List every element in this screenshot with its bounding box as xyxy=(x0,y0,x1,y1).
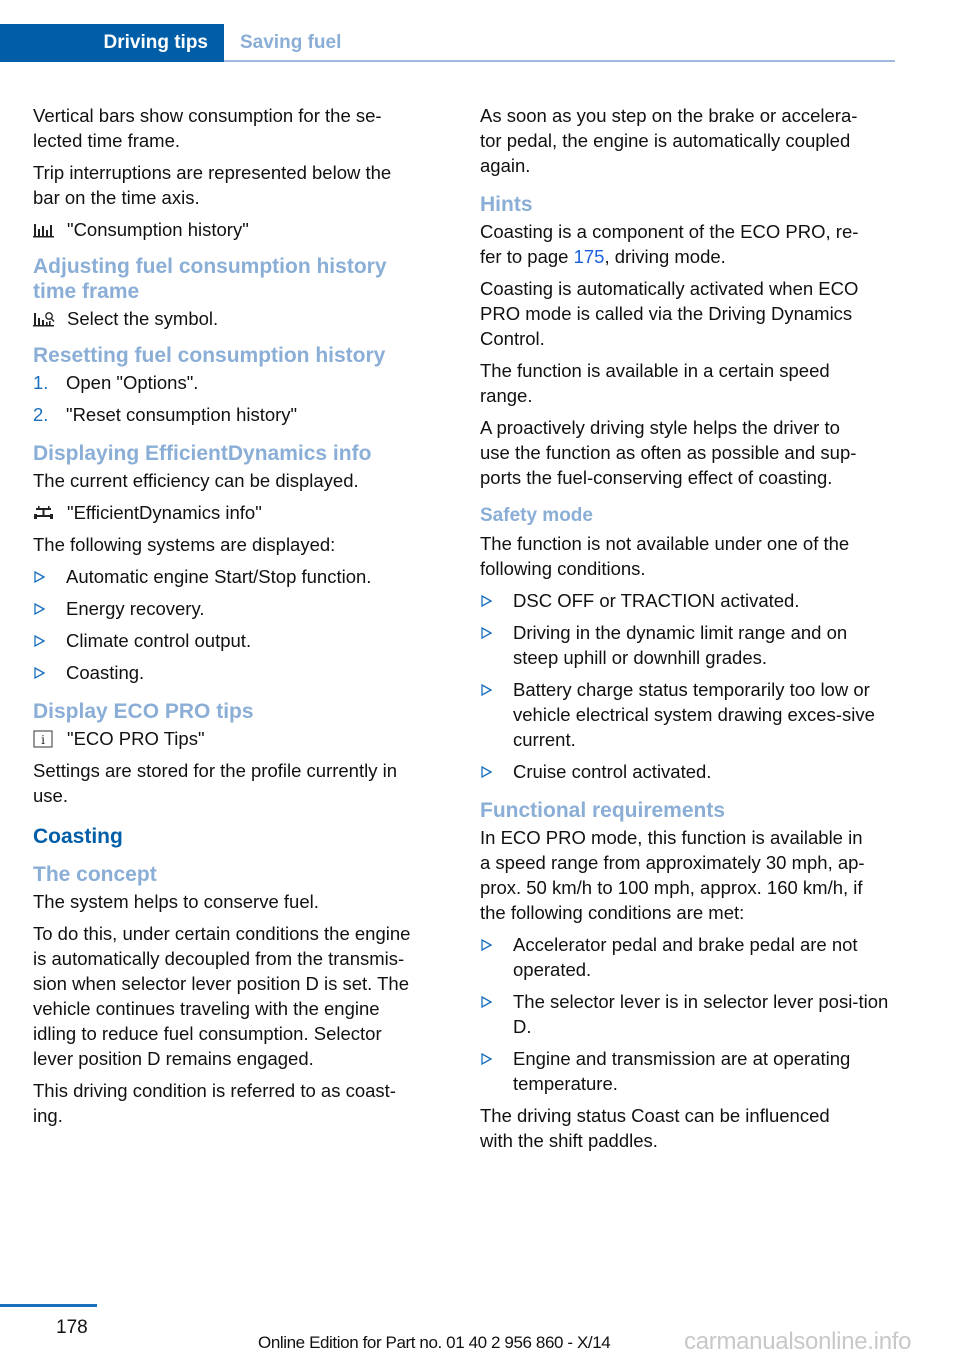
paragraph-profile-settings: Settings are stored for the profile currently in use. xyxy=(33,760,398,806)
list-item: Accelerator pedal and brake pedal are not operated. xyxy=(480,932,895,982)
triangle-bullet-icon xyxy=(34,635,45,647)
info-box-icon xyxy=(33,730,59,748)
paragraph-speed-range: The function is available in a certain speed range. xyxy=(480,360,830,406)
paragraph-trip-interruptions: Trip interruptions are represented below the bar on the time axis. xyxy=(33,162,392,208)
heading-resetting-history: Resetting fuel consumption history xyxy=(33,344,386,367)
list-item: DSC OFF or TRACTION activated. xyxy=(480,588,895,613)
list-item: Climate control output. xyxy=(33,628,448,653)
heading-adjusting-time-frame: Adjusting fuel consumption history time frame xyxy=(33,255,387,303)
triangle-bullet-icon xyxy=(34,571,45,583)
paragraph-driving-style: A proactively driving style helps the driver to use the function as often as possible and sup- ports the fuel-conserving effect of coasting. xyxy=(480,417,857,488)
watermark: carmanualsonline.info xyxy=(684,1328,912,1355)
paragraph-systems-displayed: The following systems are displayed: xyxy=(33,534,336,555)
footer-divider xyxy=(0,1304,97,1307)
paragraph-coasting-definition: This driving condition is referred to as coast- ing. xyxy=(33,1080,396,1126)
heading-the-concept: The concept xyxy=(33,863,157,886)
paragraph-not-available: The function is not available under one of the following conditions. xyxy=(480,533,850,579)
svg-text:i: i xyxy=(41,732,45,747)
page-number: 178 xyxy=(56,1317,88,1338)
triangle-bullet-icon xyxy=(481,996,492,1008)
triangle-bullet-icon xyxy=(34,667,45,679)
triangle-bullet-icon xyxy=(481,684,492,696)
heading-coasting: Coasting xyxy=(33,825,123,848)
list-item: Battery charge status temporarily too low or vehicle electrical system drawing exces-sive current. xyxy=(480,677,895,752)
paragraph-auto-activation: Coasting is automatically activated when ECO PRO mode is called via the Driving Dynamics Control. xyxy=(480,278,859,349)
consumption-history-entry: "Consumption history" xyxy=(33,217,448,242)
select-symbol-entry: Select the symbol. xyxy=(33,306,448,331)
paragraph-efficiency: The current efficiency can be displayed. xyxy=(33,470,359,491)
triangle-bullet-icon xyxy=(481,766,492,778)
efficientdynamics-entry: "EfficientDynamics info" xyxy=(33,500,448,525)
heading-functional-requirements: Functional requirements xyxy=(480,799,726,822)
triangle-bullet-icon xyxy=(481,595,492,607)
list-item: Automatic engine Start/Stop function. xyxy=(33,564,448,589)
list-item: 2. "Reset consumption history" xyxy=(33,404,298,425)
safety-conditions-list xyxy=(480,588,895,784)
list-item: Coasting. xyxy=(33,660,448,685)
heading-safety-mode: Safety mode xyxy=(480,505,593,526)
heading-hints: Hints xyxy=(480,193,533,216)
left-column xyxy=(33,103,448,1135)
triangle-bullet-icon xyxy=(481,939,492,951)
paragraph-eco-pro-component: Coasting is a component of the ECO PRO, re- fer to page 175, driving mode. xyxy=(480,221,859,267)
paragraph-conserve-fuel: The system helps to conserve fuel. xyxy=(33,891,319,912)
list-item: 1. Open "Options". xyxy=(33,372,199,393)
page-header xyxy=(0,24,895,62)
bar-chart-icon xyxy=(33,221,59,239)
list-item: Driving in the dynamic limit range and on steep uphill or downhill grades. xyxy=(480,620,895,670)
section-tab: Saving fuel xyxy=(240,32,342,53)
efficientdynamics-icon xyxy=(33,504,59,522)
triangle-bullet-icon xyxy=(481,627,492,639)
page-175-link[interactable]: 175 xyxy=(573,246,605,267)
heading-efficientdynamics: Displaying EfficientDynamics info xyxy=(33,442,372,465)
bar-chart-magnifier-icon xyxy=(33,310,59,328)
chapter-tab: Driving tips xyxy=(0,24,224,62)
list-item: Energy recovery. xyxy=(33,596,448,621)
list-item: Cruise control activated. xyxy=(480,759,895,784)
heading-eco-pro-tips: Display ECO PRO tips xyxy=(33,700,254,723)
header-divider xyxy=(224,60,895,62)
list-item: Engine and transmission are at operating temperature. xyxy=(480,1046,895,1096)
triangle-bullet-icon xyxy=(481,1053,492,1065)
right-column xyxy=(480,103,895,1160)
systems-list xyxy=(33,564,448,685)
paragraph-decoupling: To do this, under certain conditions the engine is automatically decoupled from the transmis- sion when selector lever position D is set. The vehicle continues traveling with the engine idling to reduce fuel consumption. Selector lever position D remains engaged. xyxy=(33,923,411,1069)
eco-pro-tips-entry: i "ECO PRO Tips" xyxy=(33,726,448,751)
list-item: The selector lever is in selector lever posi-tion D. xyxy=(480,989,895,1039)
requirements-list xyxy=(480,932,895,1096)
paragraph-speed-conditions: In ECO PRO mode, this function is available in a speed range from approximately 30 mph, ap- prox. 50 km/h to 100 mph, approx. 160 km/h, if the following conditions are met: xyxy=(480,827,865,923)
edition-note: Online Edition for Part no. 01 40 2 956 860 - X/14 xyxy=(258,1333,611,1352)
triangle-bullet-icon xyxy=(34,603,45,615)
paragraph-vertical-bars: Vertical bars show consumption for the se- lected time frame. xyxy=(33,105,382,151)
paragraph-recoupling: As soon as you step on the brake or accelera- tor pedal, the engine is automatically coupled again. xyxy=(480,105,858,176)
reset-steps-list xyxy=(33,370,448,427)
paragraph-shift-paddles: The driving status Coast can be influenced with the shift paddles. xyxy=(480,1105,830,1151)
